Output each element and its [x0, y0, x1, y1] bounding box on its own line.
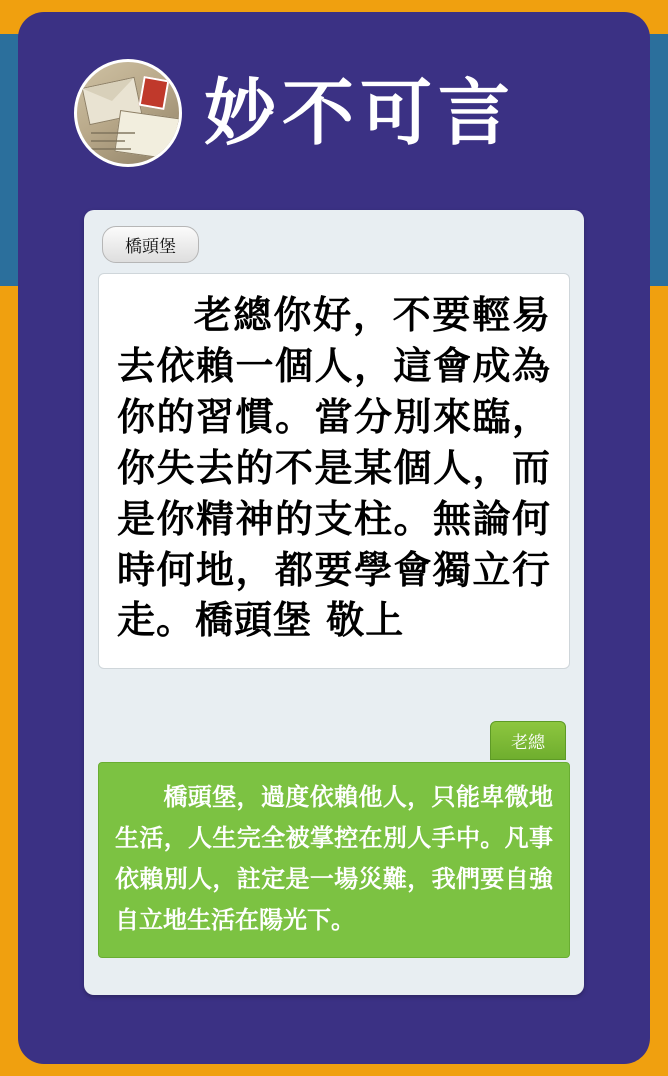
- header: [18, 50, 650, 175]
- page-title: 妙不可言: [204, 70, 517, 155]
- reply-tag-row: [98, 721, 570, 760]
- sender-tag-reply: 老總: [490, 721, 566, 760]
- sender-tag-sender: 橋頭堡: [102, 226, 199, 263]
- message-text-reply: 橋頭堡，過度依賴他人，只能卑微地生活，人生完全被掌控在別人手中。凡事依賴別人，註定是一場災難，我們要自強自立地生活在陽光下。: [115, 783, 553, 934]
- message-bubble-incoming: [98, 273, 570, 669]
- envelope-letters-icon: [74, 59, 182, 167]
- message-card: [84, 210, 584, 995]
- message-bubble-reply: [98, 762, 570, 957]
- message-text-incoming: 老總你好，不要輕易去依賴一個人，這會成為你的習慣。當分別來臨，你失去的不是某個人，而是你精神的支柱。無論何時何地，都要學會獨立行走。橋頭堡 敬上: [117, 293, 551, 643]
